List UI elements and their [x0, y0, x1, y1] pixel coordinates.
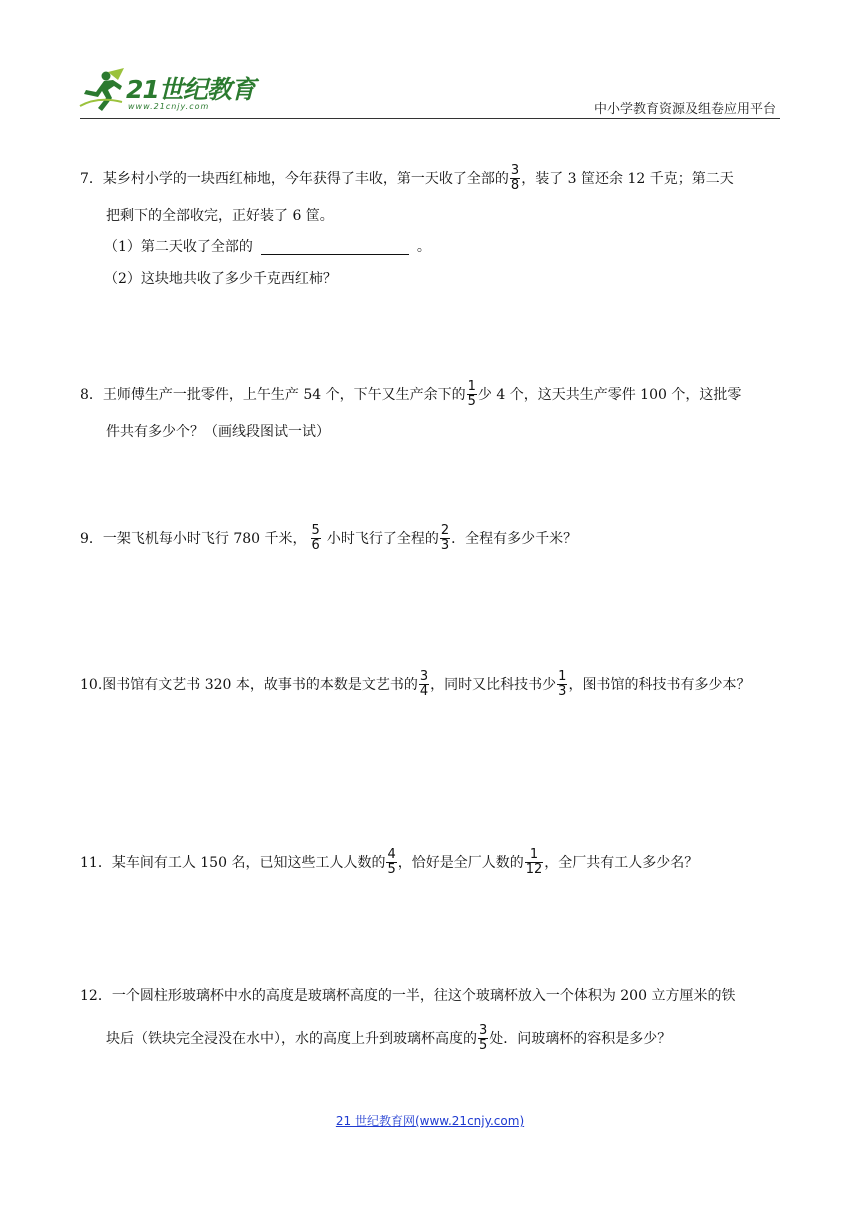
fraction-denominator: 6: [311, 538, 320, 553]
fraction-denominator: 4: [419, 684, 429, 699]
question-11: [80, 848, 780, 877]
fraction-denominator: 5: [467, 394, 476, 409]
fraction: [386, 848, 396, 877]
question-text: ，装了 3 筐还余 12 千克；第二天: [521, 170, 734, 187]
question-number: 12．: [80, 988, 112, 1004]
header-divider: [80, 118, 780, 119]
fraction-numerator: 2: [440, 523, 450, 538]
question-number: 9．: [80, 530, 103, 547]
question-number: 7．: [80, 170, 103, 187]
question-text: ，同时又比科技书少: [430, 676, 557, 693]
question-text: 少 4 个，这天共生产零件 100 个，这批零: [477, 386, 742, 403]
question-text: 件共有多少个？（画线段图试一试）: [106, 424, 330, 440]
question-text: 一个圆柱形玻璃杯中水的高度是玻璃杯高度的一半，往这个玻璃杯放入一个体积为 200 立方厘米的铁: [111, 988, 736, 1004]
question-text: 处．问玻璃杯的容积是多少？: [489, 1030, 672, 1047]
question-7: [80, 164, 780, 287]
question-12: [80, 988, 780, 1053]
question-text: 图书馆有文艺书 320 本，故事书的本数是文艺书的: [102, 676, 418, 693]
fraction-numerator: 3: [479, 1023, 488, 1038]
logo-url: www.21cnjy.com: [128, 102, 210, 111]
fraction: [557, 670, 567, 699]
question-text: ，恰好是全厂人数的: [397, 854, 524, 871]
fraction-denominator: 8: [510, 178, 520, 193]
fraction: [510, 164, 520, 193]
fraction-numerator: 1: [529, 847, 539, 862]
question-text: ，图书馆的科技书有多少本？: [568, 676, 751, 693]
question-text: 把剩下的全部收完，正好装了 6 筐。: [106, 208, 334, 224]
fraction-denominator: 3: [440, 538, 450, 553]
platform-title: 中小学教育资源及组卷应用平台: [593, 102, 776, 117]
question-text: 一架飞机每小时飞行 780 千米，: [102, 530, 307, 547]
question-text: 王师傅生产一批零件，上午生产 54 个，下午又生产余下的: [102, 386, 466, 403]
fraction-numerator: 4: [387, 847, 396, 862]
fraction-numerator: 5: [311, 523, 320, 538]
question-text: ，全厂共有工人多少名？: [544, 854, 699, 871]
fraction: [478, 1024, 488, 1053]
fraction-numerator: 1: [558, 669, 567, 684]
question-10: [80, 670, 780, 699]
question-text: 小时飞行了全程的: [326, 530, 439, 547]
fraction-denominator: 5: [479, 1038, 488, 1053]
answer-blank[interactable]: [261, 240, 409, 255]
fraction-numerator: 3: [419, 669, 429, 684]
question-number: 10.: [80, 676, 103, 693]
question-number: 11．: [80, 854, 112, 871]
sub-question-1-end: 。: [416, 239, 431, 255]
runner-icon: [78, 66, 126, 116]
sub-question-2: （2）这块地共收了多少千克西红柿？: [104, 271, 337, 287]
question-9: [80, 524, 780, 553]
fraction-numerator: 3: [510, 163, 520, 178]
question-number: 8．: [80, 386, 103, 403]
fraction-numerator: 1: [467, 379, 476, 394]
sub-question-1: （1）第二天收了全部的: [104, 239, 253, 255]
fraction: [419, 670, 429, 699]
fraction: [467, 380, 477, 409]
site-logo[interactable]: [78, 66, 258, 120]
fraction: [440, 524, 450, 553]
fraction: [311, 524, 321, 553]
fraction-denominator: 3: [558, 684, 567, 699]
question-text: 某乡村小学的一块西红柿地，今年获得了丰收，第一天收了全部的: [102, 170, 509, 187]
fraction-denominator: 12: [525, 862, 543, 877]
question-text: 块后（铁块完全浸没在水中），水的高度上升到玻璃杯高度的: [106, 1030, 477, 1047]
question-8: [80, 380, 780, 440]
logo-text: 21世纪教育: [126, 75, 255, 104]
question-text: 某车间有工人 150 名，已知这些工人人数的: [111, 854, 386, 871]
question-text: ．全程有多少千米？: [451, 530, 578, 547]
footer-link[interactable]: 21 世纪教育网(www.21cnjy.com): [335, 1114, 525, 1128]
fraction-denominator: 5: [387, 862, 396, 877]
fraction: [525, 848, 544, 877]
